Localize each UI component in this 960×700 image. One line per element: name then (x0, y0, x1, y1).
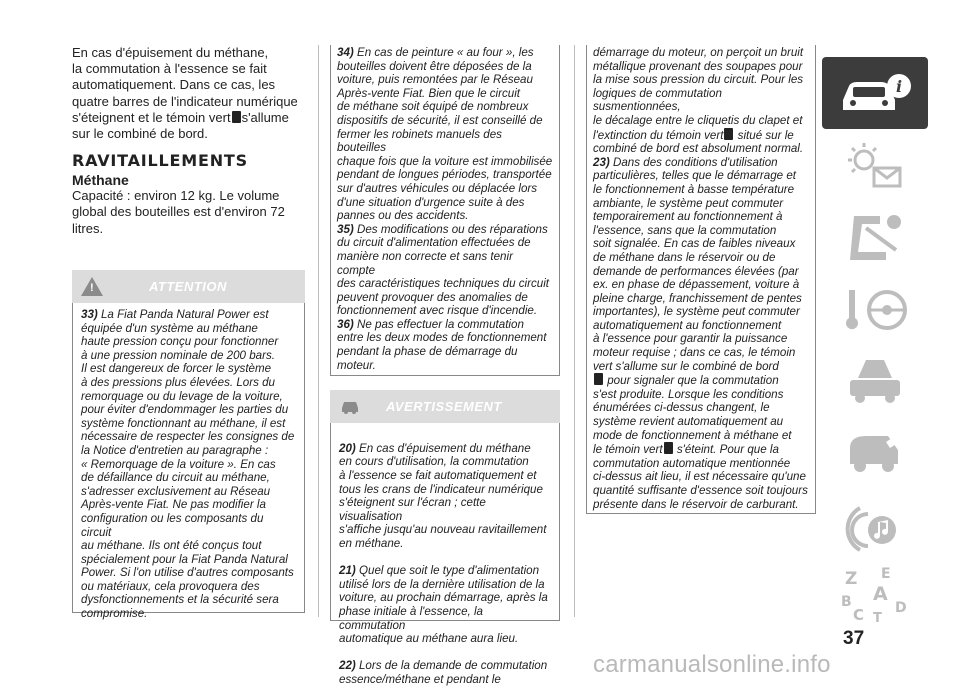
note-35 (337, 223, 553, 318)
note-text: Lors de la demande de commutation essence/méthane et pendant le (339, 659, 548, 686)
note-36 (337, 318, 553, 372)
avertissement-title: AVERTISSEMENT (386, 399, 502, 415)
car-warning-icon (339, 396, 361, 416)
warning-exclamation: ! (90, 282, 94, 294)
fuel-pump-icon (724, 128, 733, 140)
svg-text:B: B (841, 594, 852, 610)
svg-text:E: E (881, 566, 891, 582)
tab-service-maintenance[interactable] (822, 417, 928, 489)
attention-body (72, 303, 305, 621)
note-22 (339, 659, 551, 686)
text-part: situé sur le combiné de bord est absolument normal. (593, 128, 804, 156)
footer-watermark[interactable]: carmanualsonline.info (593, 651, 831, 678)
note-23 (593, 156, 809, 511)
tab-index[interactable] (822, 561, 928, 633)
svg-text:D: D (895, 600, 907, 616)
text-part: démarrage du moteur, on perçoit un bruit métallique provenant des soupapes pour la mise sous pression du circuit. Pour les logiques de commutation susmentionnées, le décalage entre le cliquetis du clapet et l'extinction du témoin vert (593, 46, 804, 142)
tab-breakdown[interactable] (822, 345, 928, 417)
note-text: En cas d'épuisement du méthane en cours d'utilisation, la commutation à l'essence se fait automatiquement et tous les crans de l'indicateur numérique s'éteignent sur l'écran ; cette visualisation s'affiche jusqu'au nouveau ravitaillement en méthane. (339, 441, 547, 550)
tab-driving-controls[interactable] (822, 273, 928, 345)
column-3 (586, 45, 816, 514)
index-icon (837, 566, 913, 628)
note-text: Quel que soit le type d'alimentation utilisé lors de la dernière utilisation de la voiture, au prochain démarrage, après la phase initiale à l'essence, la commutation automatique au méthane aura lieu. (339, 564, 548, 646)
text-part: pour signaler que la commutation s'est produite. Lorsque les conditions énumérées ci-dessus changent, le système revient automatiquement au mode de fonctionnement à méthane et le témoin vert (593, 374, 792, 457)
svg-text:C: C (853, 606, 865, 624)
svg-text:A: A (873, 583, 888, 605)
note-number: 34) (337, 46, 354, 59)
section-title: RAVITAILLEMENTS (72, 151, 248, 171)
breakdown-icon (840, 356, 910, 406)
note-number: 35) (337, 222, 354, 236)
tab-multimedia[interactable] (822, 489, 928, 561)
subsection-title: Méthane (72, 172, 129, 189)
note-number: 23) (593, 155, 610, 169)
avertissement-body (330, 423, 560, 686)
seat-airbag-icon (840, 210, 910, 265)
note-number: 21) (339, 564, 356, 578)
column-1 (72, 45, 307, 237)
warning-lights-icon (840, 140, 910, 190)
continued-text (593, 46, 809, 156)
note-number: 36) (337, 317, 354, 331)
fuel-pump-icon (664, 442, 673, 454)
fuel-pump-icon (594, 373, 603, 385)
column-divider (574, 45, 575, 617)
fuel-pump-icon (232, 111, 241, 123)
intro-paragraph (72, 45, 307, 142)
note-34 (337, 46, 553, 223)
note-text: Des modifications ou des réparations du circuit d'alimentation effectuées de manière non correcte et sans tenir compte des caractéristiques techniques du circuit peuvent provoquer des anomalies de fonctionnement avec risque d'incendie. (337, 222, 550, 318)
note-text: Ne pas effectuer la commutation entre les deux modes de fonctionnement pendant la phase de démarrage du moteur. (337, 317, 547, 372)
note-21 (339, 564, 551, 646)
note-text: La Fiat Panda Natural Power est équipée d'un système au méthane haute pression conçu pour fonctionner à une pression nominale de 200 bars. Il est dangereux de forcer le système à des pressions plus élevées. Lors du remorquage ou du levage de la voiture, pour éviter d'endommager les parties du système fonctionnant au méthane, il est nécessaire de respecter les consignes de la Notice d'entretien au paragraphe : « Remorquage de la voiture ». En cas de défaillance du circuit au méthane, s'adresser exclusivement au Réseau Après-vente Fiat. Ne pas modifier la configuration ou les composants du circuit au méthane. Ils ont été conçus tout spécialement pour la Fiat Panda Natural Power. Si l'on utilise d'autres composants ou matériaux, cela provoquera des dysfonctionnements et la sécurité sera compromise. (81, 308, 295, 621)
attention-header (72, 270, 305, 303)
page-number: 37 (843, 628, 865, 649)
note-text: En cas de peinture « au four », les bouteilles doivent être déposées de la voiture, puis remontées par le Réseau Après-vente Fiat. Bien que le circuit de méthane soit équipé de nombreux dispositifs de sécurité, il est conseillé de fermer les robinets manuels des bouteilles chaque fois que la voiture est immobilisée pendant de longues périodes, transportée sur d'autres véhicules ou déplacée lors d'une situation d'urgence suite à des pannes ou des accidents. (337, 46, 553, 223)
note-20 (339, 442, 551, 551)
intro-text-end: s'allume sur le combiné de bord. (72, 109, 289, 142)
service-maintenance-icon (840, 428, 910, 478)
column-divider (318, 45, 319, 617)
text-part: s'éteint. Pour que la commutation automatique mentionnée ci-dessus ait lieu, il est nécessaire qu'une quantité suffisante d'essence soit toujours présente dans le réservoir de carburant. (593, 443, 808, 511)
multimedia-icon (840, 498, 910, 553)
text-part: Dans des conditions d'utilisation particulières, telles que le démarrage et le fonctionnement à basse température ambiante, le système peut commuter temporairement au fonctionnement à l'essence, sans que la commutation soit signalée. En cas de faibles niveaux de méthane dans le réservoir ou de demande de performances élevées (par ex. en phase de dépassement, voiture à pleine charge, franchissement de pentes importantes), le système peut commuter automatiquement au fonctionnement à l'essence pour garantir la puissance moteur requise ; dans ce cas, le témoin vert s'allume sur le combiné de bord (593, 155, 802, 373)
tab-seat-airbag[interactable] (822, 201, 928, 273)
capacity-paragraph: Capacité : environ 12 kg. Le volume global des bouteilles est d'environ 72 litres. (72, 188, 285, 236)
note-number: 22) (339, 659, 356, 673)
svg-text:Z: Z (845, 569, 858, 589)
note-number: 20) (339, 441, 356, 455)
tab-car-info[interactable] (822, 57, 928, 129)
car-info-icon (835, 68, 915, 118)
avertissement-box (330, 390, 560, 686)
attention-title: ATTENTION (149, 279, 227, 294)
attention-box-continued (330, 45, 560, 376)
tab-warning-lights[interactable] (822, 129, 928, 201)
driving-controls-icon (835, 282, 915, 337)
svg-text:T: T (873, 611, 882, 626)
svg-text:i: i (896, 77, 903, 96)
column-2 (330, 45, 560, 686)
avertissement-header (330, 390, 560, 423)
chapter-sidebar (822, 57, 928, 640)
note-number: 33) (81, 308, 98, 321)
intro-text: En cas d'épuisement du méthane, la commutation à l'essence se fait automatiquement. Dans ce cas, les quatre barres de l'indicateur numérique s'éteignent et le témoin vert (72, 45, 298, 125)
attention-box (72, 270, 305, 621)
